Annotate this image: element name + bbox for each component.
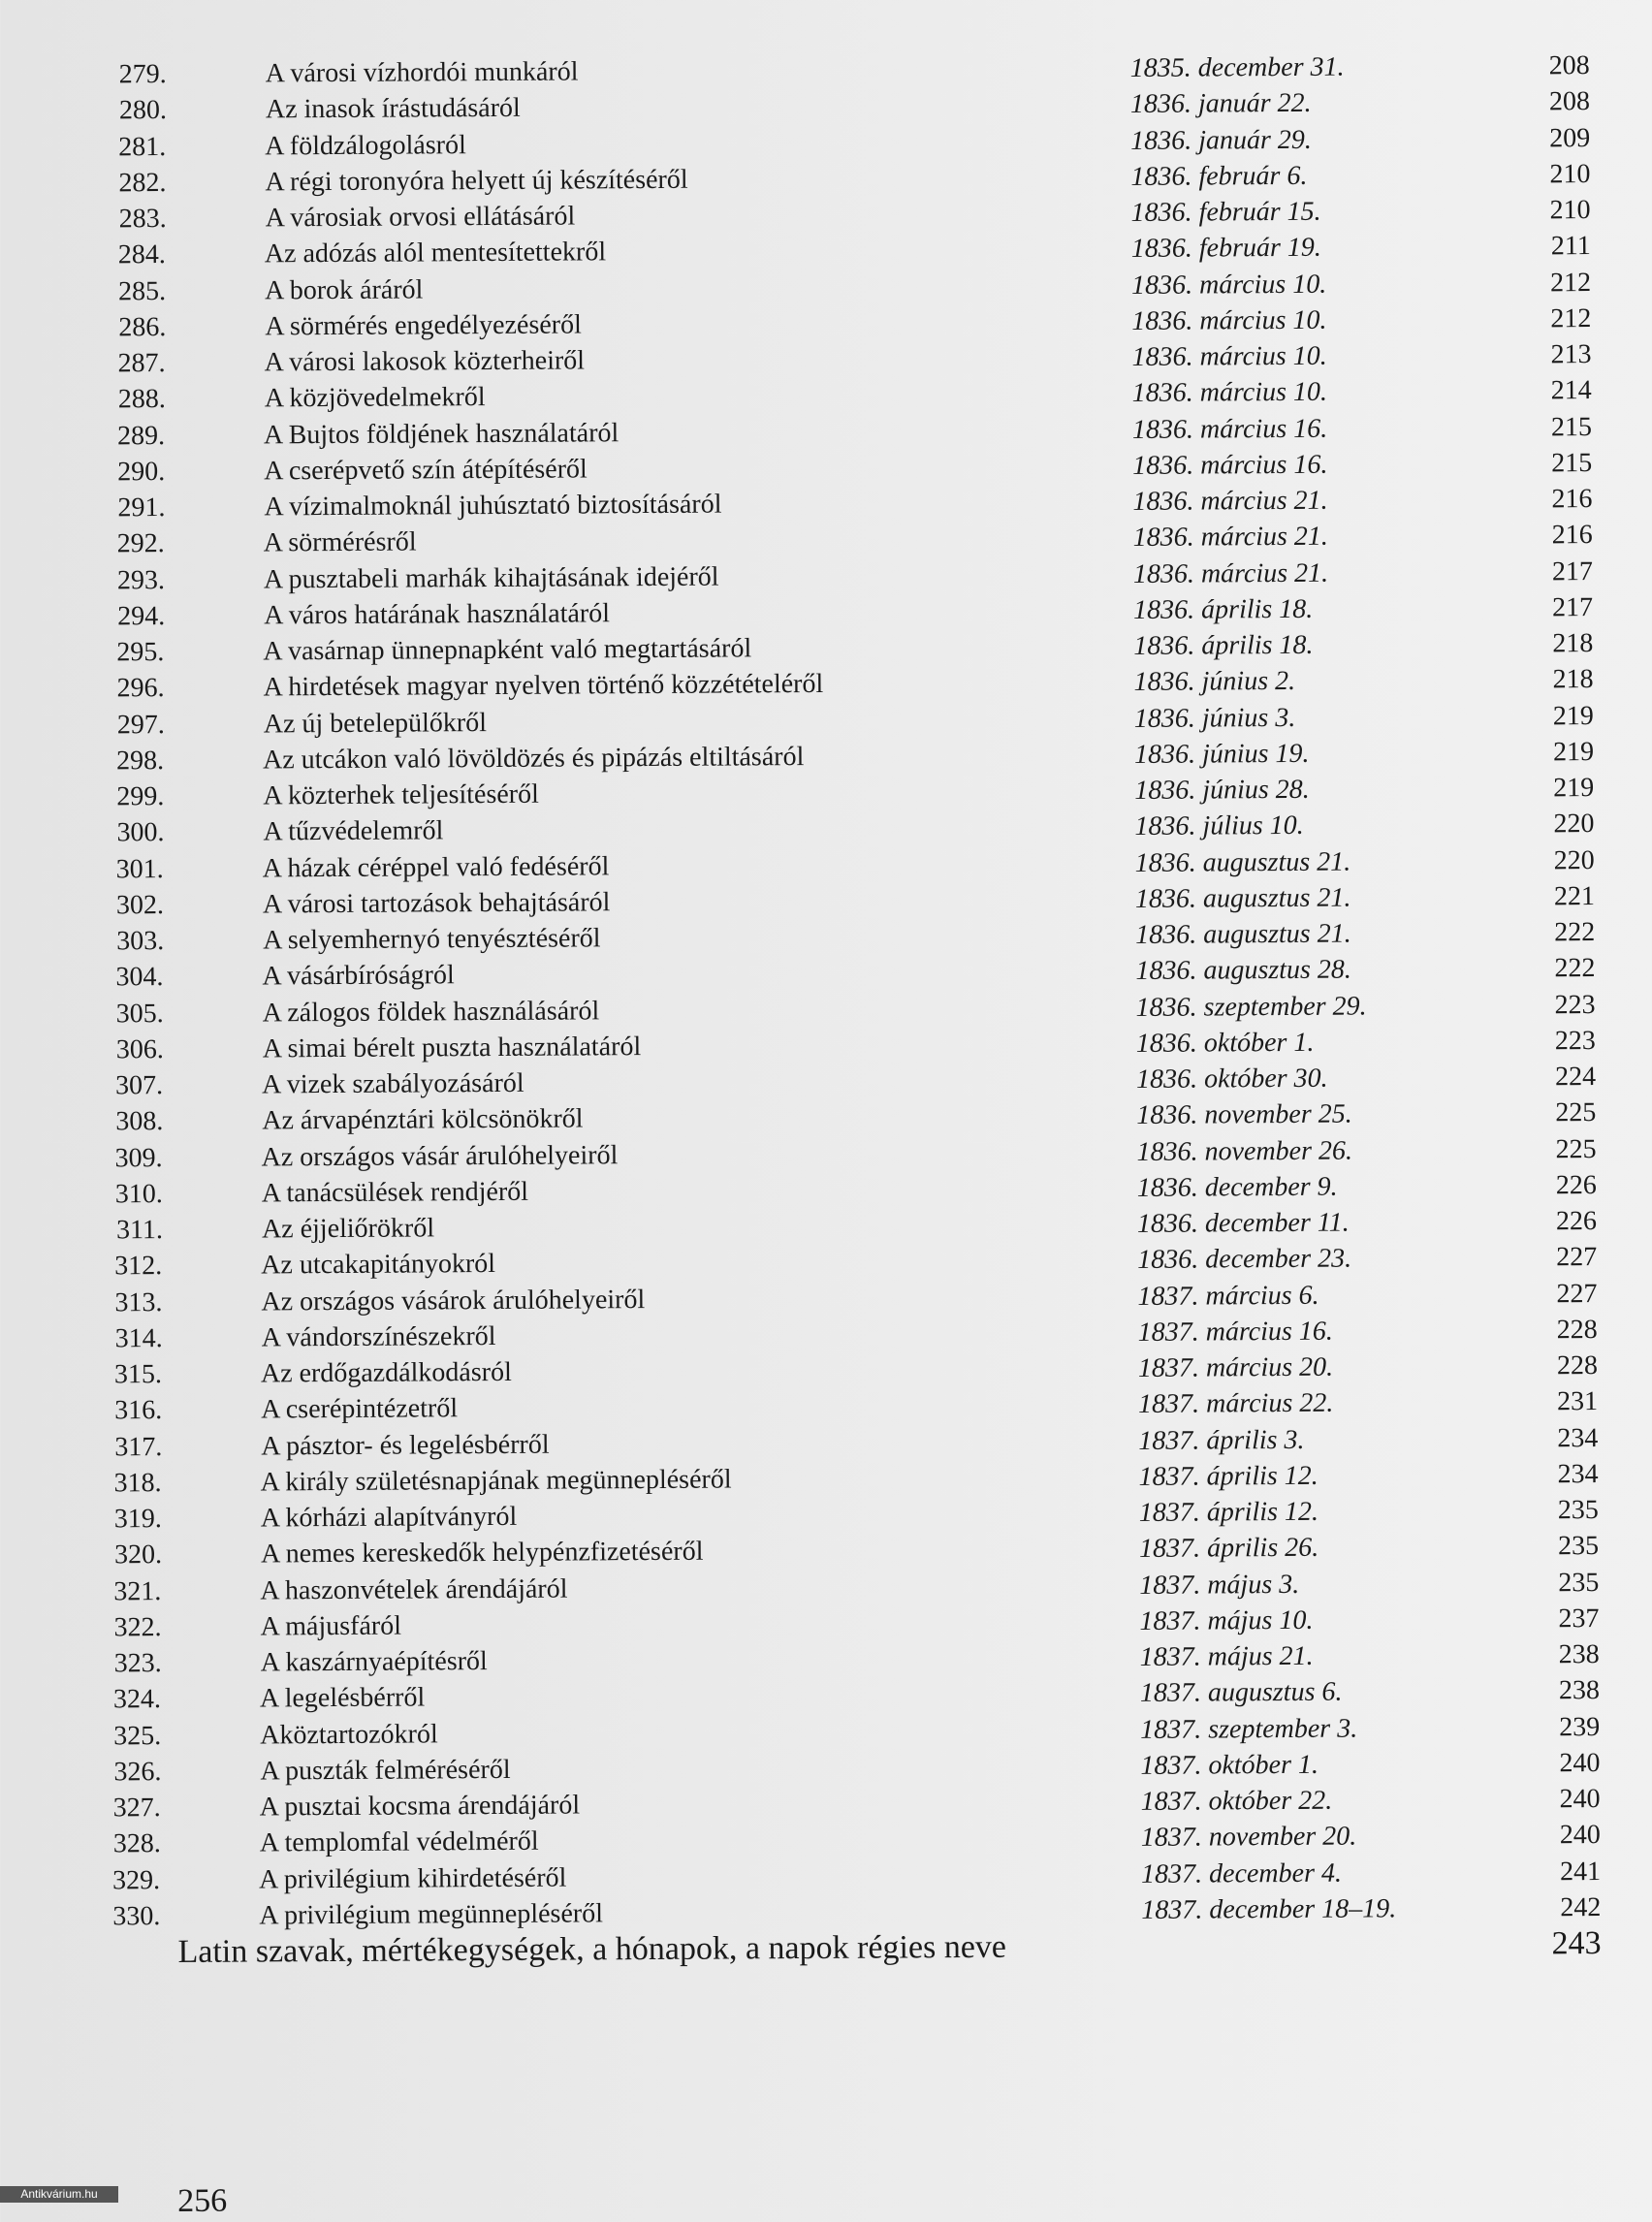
entry-title: A vásárbíróságról [262, 960, 455, 992]
entry-number: 306. [115, 1033, 164, 1065]
entry-page: 213 [1550, 339, 1592, 370]
entry-date: 1837. október 22. [1140, 1785, 1333, 1817]
entry-number: 325. [113, 1720, 162, 1751]
entry-title: A privilégium kihirdetéséről [259, 1862, 567, 1894]
entry-page: 219 [1552, 736, 1595, 768]
entry-page: 240 [1559, 1820, 1601, 1851]
entry-date: 1837. december 18–19. [1141, 1893, 1397, 1925]
entry-title: A régi toronyóra helyett új készítéséről [265, 164, 688, 198]
entry-number: 309. [114, 1142, 163, 1173]
entry-page: 228 [1556, 1350, 1598, 1381]
entry-page: 225 [1555, 1097, 1597, 1128]
entry-title: A pusztai kocsma árendájáról [259, 1790, 581, 1823]
entry-page: 219 [1553, 773, 1595, 804]
entry-title: A borok áráról [265, 273, 424, 305]
entry-date: 1836. június 19. [1133, 738, 1310, 770]
entry-date: 1836. június 3. [1133, 702, 1296, 734]
entry-page: 224 [1554, 1062, 1597, 1093]
entry-date: 1836. október 30. [1135, 1063, 1328, 1095]
final-entry [5, 1923, 1652, 1974]
entry-date: 1836. március 16. [1132, 449, 1328, 481]
entry-date: 1836. február 6. [1130, 160, 1308, 192]
entry-title: A házak céréppel való fedéséről [262, 850, 610, 883]
entry-number: 317. [114, 1431, 163, 1462]
entry-title: A haszonvételek árendájáról [260, 1573, 568, 1605]
entry-date: 1836. szeptember 29. [1135, 990, 1367, 1023]
entry-date: 1836. január 22. [1129, 88, 1312, 120]
entry-date: 1836. október 1. [1135, 1027, 1315, 1059]
entry-number: 282. [118, 167, 167, 199]
entry-title: A városi lakosok közterheiről [264, 345, 586, 378]
entry-number: 324. [112, 1684, 162, 1715]
entry-date: 1836. november 25. [1136, 1098, 1352, 1131]
entry-page: 212 [1550, 302, 1592, 334]
entry-date: 1836. március 21. [1132, 557, 1329, 589]
entry-title: Az inasok írástudásáról [265, 93, 521, 125]
entry-number: 288. [117, 384, 166, 415]
entry-title: A privilégium megünnepléséről [259, 1898, 604, 1931]
entry-page: 231 [1557, 1386, 1599, 1417]
entry-date: 1836. augusztus 28. [1135, 954, 1351, 987]
entry-title: A tanácsülések rendjéről [261, 1176, 529, 1209]
entry-date: 1836. december 9. [1136, 1171, 1338, 1203]
entry-number: 281. [118, 131, 167, 162]
entry-date: 1836. július 10. [1134, 810, 1304, 842]
entry-number: 318. [113, 1467, 162, 1499]
entry-date: 1836. április 18. [1133, 593, 1314, 625]
entry-title: Az utcákon való lövöldözés és pipázás eltiltásáról [262, 741, 805, 776]
entry-page: 240 [1559, 1784, 1601, 1815]
entry-number: 329. [112, 1864, 161, 1895]
entry-number: 326. [113, 1756, 162, 1788]
entry-page: 235 [1557, 1531, 1600, 1562]
entry-page: 223 [1554, 989, 1596, 1020]
entry-title: A nemes kereskedők helypénzfizetéséről [260, 1536, 704, 1570]
entry-number: 320. [113, 1540, 163, 1571]
entry-date: 1837. március 20. [1137, 1351, 1334, 1383]
entry-title: A májusfáról [260, 1610, 402, 1642]
entry-page: 209 [1549, 122, 1591, 153]
entry-page: 212 [1549, 267, 1592, 298]
entry-date: 1837. április 12. [1138, 1460, 1318, 1492]
entry-number: 330. [112, 1900, 161, 1932]
entry-title: A Bujtos földjének használatáról [263, 417, 620, 450]
entry-title: A kórházi alapítványról [260, 1501, 518, 1534]
entry-number: 315. [113, 1359, 163, 1390]
entry-title: A cserépintézetről [261, 1393, 459, 1425]
entry-page: 242 [1560, 1891, 1602, 1923]
entry-date: 1837. szeptember 3. [1140, 1713, 1358, 1745]
entry-page: 219 [1552, 700, 1594, 731]
entry-title: Az új betelepülőkről [263, 707, 488, 739]
entry-date: 1837. április 26. [1138, 1533, 1319, 1565]
entry-title: Az országos vásár árulóhelyeiről [261, 1139, 619, 1172]
entry-date: 1837. március 16. [1137, 1316, 1333, 1348]
entry-number: 287. [117, 348, 166, 379]
entry-page: 222 [1554, 953, 1596, 984]
entry-page: 239 [1559, 1711, 1601, 1742]
entry-date: 1837. május 21. [1139, 1640, 1314, 1672]
entry-date: 1836. április 18. [1133, 629, 1314, 661]
entry-page: 226 [1555, 1169, 1597, 1201]
entry-title: Az utcakapitányokról [261, 1249, 496, 1281]
entry-page: 227 [1556, 1242, 1598, 1273]
entry-date: 1837. május 10. [1139, 1604, 1314, 1636]
entry-number: 295. [116, 637, 165, 668]
entry-page: 223 [1554, 1025, 1596, 1057]
entry-date: 1836. január 29. [1130, 124, 1312, 156]
entry-title: A sörmérésről [263, 526, 417, 558]
entry-date: 1837. május 3. [1139, 1569, 1300, 1601]
entry-number: 304. [115, 962, 164, 993]
entry-page: 234 [1557, 1458, 1599, 1490]
entry-title: Aköztartozókról [260, 1718, 438, 1750]
entry-title: Az árvapénztári kölcsönökről [262, 1103, 584, 1136]
entry-date: 1836. augusztus 21. [1134, 882, 1351, 914]
entry-date: 1836. december 11. [1136, 1207, 1350, 1239]
entry-date: 1837. március 6. [1137, 1280, 1319, 1312]
entry-title: Az éjjeliőrökről [261, 1213, 435, 1245]
entry-page: 221 [1553, 880, 1596, 912]
watermark: Antikvárium.hu [0, 2186, 118, 2203]
entry-number: 292. [116, 528, 165, 559]
entry-title: A selyemhernyó tenyésztéséről [263, 923, 601, 956]
final-entry-page: 243 [1551, 1925, 1602, 1962]
entry-title: A vasárnap ünnepnapként való megtartásáról [263, 633, 752, 667]
entry-number: 300. [116, 817, 165, 848]
entry-title: Az erdőgazdálkodásról [260, 1356, 512, 1389]
entry-page: 226 [1555, 1206, 1598, 1237]
entry-page: 220 [1553, 844, 1595, 875]
entry-number: 294. [117, 600, 166, 632]
entry-page: 211 [1550, 231, 1591, 262]
entry-date: 1836. június 28. [1134, 774, 1310, 806]
entry-page: 235 [1557, 1495, 1599, 1526]
entry-date: 1836. február 15. [1130, 196, 1321, 228]
entry-title: A kaszárnyaépítésről [260, 1646, 488, 1678]
entry-page: 214 [1550, 375, 1592, 406]
entry-title: Az országos vásárok árulóhelyeiről [261, 1284, 646, 1317]
entry-page: 241 [1559, 1856, 1602, 1887]
entry-page: 218 [1552, 664, 1594, 695]
entry-number: 303. [116, 926, 165, 957]
entry-number: 314. [114, 1322, 163, 1354]
entry-number: 311. [115, 1215, 164, 1246]
entry-number: 290. [117, 456, 166, 488]
entry-number: 305. [115, 998, 164, 1029]
entry-title: A hirdetések magyar nyelven történő közzétételéről [263, 669, 824, 703]
entry-page: 220 [1553, 809, 1595, 840]
entry-date: 1837. április 12. [1138, 1496, 1319, 1528]
entry-date: 1837. november 20. [1140, 1821, 1357, 1854]
entry-number: 297. [116, 709, 165, 740]
entry-title: A város határának használatáról [264, 598, 611, 631]
entry-page: 225 [1555, 1133, 1597, 1164]
entry-page: 208 [1548, 50, 1590, 81]
entry-page: 217 [1551, 556, 1593, 587]
entry-date: 1836. december 23. [1137, 1243, 1352, 1276]
entry-page: 210 [1549, 158, 1591, 190]
entry-title: A zálogos földek használásáról [262, 995, 600, 1028]
entry-number: 313. [114, 1286, 163, 1317]
entry-number: 310. [114, 1178, 163, 1210]
entry-title: A pusztabeli marhák kihajtásának idejéről [263, 561, 719, 594]
entry-title: A pásztor- és legelésbérről [261, 1429, 550, 1461]
entry-number: 302. [115, 889, 165, 921]
entry-date: 1836. március 10. [1130, 269, 1327, 301]
entry-number: 286. [118, 311, 167, 343]
entry-title: A vízimalmoknál juhúsztató biztosításáról [264, 489, 722, 523]
entry-date: 1836. augusztus 21. [1134, 846, 1351, 878]
entry-title: A közjövedelmekről [264, 382, 486, 414]
entry-number: 327. [112, 1793, 161, 1824]
entry-date: 1835. december 31. [1129, 51, 1345, 83]
entry-title: A cserépvető szín átépítéséről [264, 454, 588, 487]
entry-number: 316. [114, 1395, 163, 1426]
entry-page: 234 [1557, 1422, 1599, 1453]
entry-number: 328. [112, 1828, 161, 1859]
entry-number: 293. [116, 564, 166, 595]
entry-number: 289. [116, 420, 166, 451]
entry-date: 1837. október 1. [1140, 1749, 1319, 1781]
entry-title: A puszták felméréséről [260, 1754, 511, 1787]
entry-page: 238 [1558, 1639, 1600, 1670]
entry-page: 217 [1552, 591, 1594, 623]
entry-title: A sörmérés engedélyezéséről [265, 309, 582, 342]
entry-page: 240 [1559, 1747, 1601, 1779]
entry-number: 323. [113, 1648, 162, 1679]
entry-page: 227 [1556, 1278, 1598, 1309]
entry-page: 237 [1558, 1603, 1600, 1635]
entry-date: 1837. április 3. [1138, 1424, 1305, 1456]
entry-page: 222 [1554, 917, 1596, 948]
entry-title: A király születésnapjának megünnepléséről [260, 1464, 732, 1498]
entry-title: A közterhek teljesítéséről [263, 778, 539, 811]
entry-number: 299. [116, 781, 165, 812]
entry-number: 321. [113, 1575, 162, 1606]
entry-date: 1837. augusztus 6. [1139, 1676, 1343, 1709]
entry-date: 1836. március 21. [1132, 485, 1328, 517]
entry-number: 312. [114, 1251, 163, 1282]
final-entry-title: Latin szavak, mértékegységek, a hónapok, a napok régies neve [177, 1928, 1007, 1971]
entry-number: 283. [118, 204, 167, 235]
entry-title: A vándorszínészekről [261, 1320, 496, 1353]
entry-date: 1836. június 2. [1133, 666, 1296, 698]
entry-date: 1837. március 22. [1138, 1387, 1334, 1420]
entry-number: 307. [115, 1070, 164, 1101]
entry-number: 279. [118, 59, 167, 90]
entry-number: 284. [117, 239, 166, 270]
entry-date: 1836. március 10. [1131, 340, 1327, 372]
entry-title: A városiak orvosi ellátásáról [265, 201, 576, 234]
entry-date: 1836. augusztus 21. [1135, 918, 1351, 950]
entry-number: 296. [116, 673, 165, 704]
entry-page: 238 [1558, 1675, 1601, 1706]
entry-title: A városi tartozások behajtásáról [262, 887, 611, 920]
entry-number: 291. [117, 492, 166, 524]
entry-number: 319. [113, 1504, 162, 1535]
entry-page: 208 [1548, 86, 1591, 117]
entry-title: A templomfal védelméről [259, 1825, 539, 1858]
entry-page: 218 [1552, 628, 1594, 659]
entry-page: 215 [1551, 447, 1593, 479]
entry-date: 1836. március 21. [1132, 521, 1328, 554]
entry-date: 1836. március 10. [1131, 376, 1328, 409]
entry-page: 215 [1550, 411, 1593, 442]
entry-page: 228 [1556, 1314, 1598, 1346]
entry-title: A simai bérelt puszta használatáról [262, 1031, 642, 1064]
entry-number: 308. [115, 1106, 164, 1137]
entry-date: 1837. december 4. [1140, 1857, 1343, 1889]
entry-page: 235 [1558, 1567, 1600, 1598]
entry-number: 298. [115, 745, 165, 777]
entry-date: 1836. március 10. [1131, 304, 1327, 336]
entry-page: 216 [1551, 484, 1593, 515]
entry-number: 322. [113, 1611, 162, 1643]
page-number: 256 [177, 2182, 228, 2220]
entry-date: 1836. március 16. [1131, 413, 1328, 445]
entry-title: Az adózás alól mentesítettekről [264, 237, 607, 270]
entry-number: 280. [118, 95, 168, 126]
entry-title: A vizek szabályozásáról [262, 1067, 524, 1100]
entry-title: A földzálogolásról [265, 129, 466, 161]
entry-title: A városi vízhordói munkáról [265, 56, 579, 89]
entry-page: 216 [1551, 520, 1593, 551]
entry-number: 301. [115, 853, 164, 884]
entry-date: 1836. november 26. [1136, 1135, 1353, 1167]
entry-title: A tűzvédelemről [263, 815, 444, 847]
entry-page: 210 [1549, 195, 1591, 226]
entry-title: A legelésbérről [259, 1682, 426, 1714]
entry-number: 285. [118, 275, 167, 306]
entry-date: 1836. február 19. [1130, 233, 1321, 265]
